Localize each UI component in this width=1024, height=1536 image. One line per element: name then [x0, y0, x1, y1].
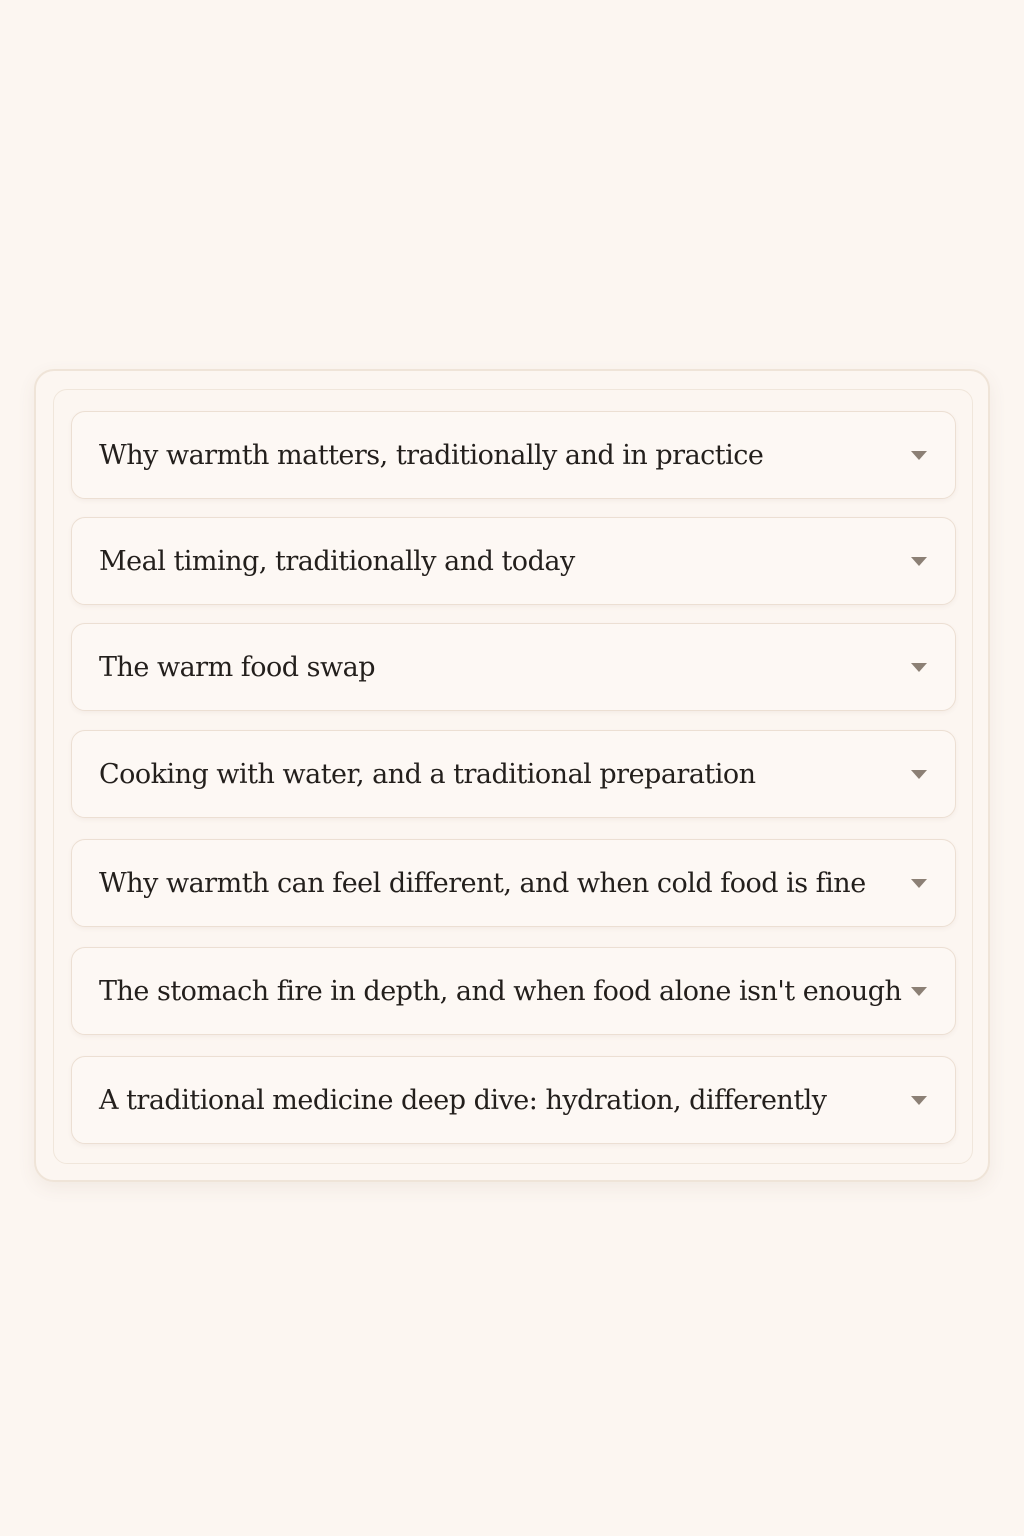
accordion-container: [53, 389, 973, 1164]
accordion-item-hydration-deep-dive[interactable]: [71, 1056, 956, 1144]
chevron-down-icon[interactable]: [911, 557, 927, 566]
accordion-title: The warm food swap: [99, 651, 375, 683]
accordion-item-cooking-with-water[interactable]: [71, 730, 956, 818]
chevron-down-icon[interactable]: [911, 663, 927, 672]
chevron-down-icon[interactable]: [911, 987, 927, 996]
chevron-down-icon[interactable]: [911, 879, 927, 888]
accordion-outer-card: [34, 369, 990, 1182]
accordion-title: Why warmth can feel different, and when cold food is fine: [99, 867, 866, 899]
accordion-title: Cooking with water, and a traditional preparation: [99, 758, 756, 790]
chevron-down-icon[interactable]: [911, 451, 927, 460]
chevron-down-icon[interactable]: [911, 1096, 927, 1105]
accordion-item-warmth-feels-different[interactable]: [71, 839, 956, 927]
accordion-item-meal-timing[interactable]: [71, 517, 956, 605]
accordion-item-warm-food-swap[interactable]: [71, 623, 956, 711]
accordion-title: Why warmth matters, traditionally and in practice: [99, 439, 764, 471]
chevron-down-icon[interactable]: [911, 770, 927, 779]
accordion-title: The stomach fire in depth, and when food alone isn't enough: [99, 975, 902, 1007]
accordion-title: A traditional medicine deep dive: hydration, differently: [99, 1084, 827, 1116]
accordion-item-warmth-matters[interactable]: [71, 411, 956, 499]
accordion-item-stomach-fire[interactable]: [71, 947, 956, 1035]
accordion-title: Meal timing, traditionally and today: [99, 545, 575, 577]
